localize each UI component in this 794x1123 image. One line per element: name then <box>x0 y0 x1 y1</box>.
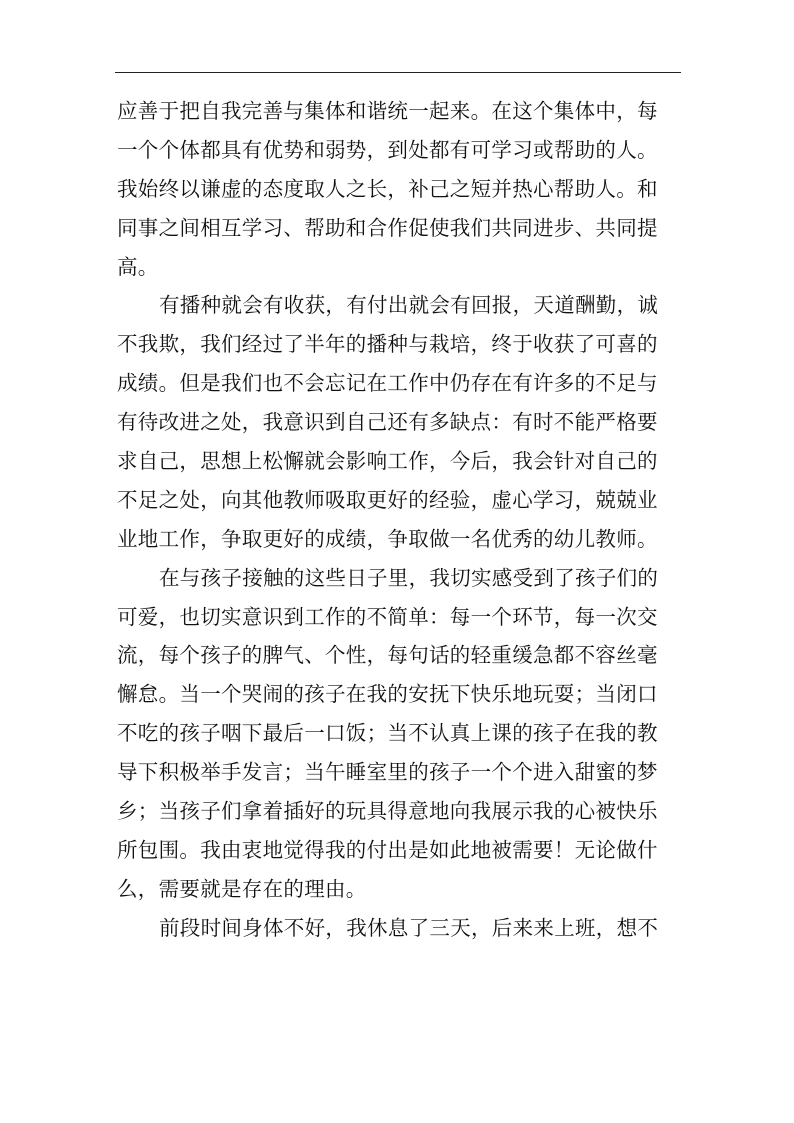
text-line: 我始终以谦虚的态度取人之长，补己之短并热心帮助人。和 <box>117 176 658 201</box>
text-line: 高。 <box>117 254 159 279</box>
text-line: 懈怠。当一个哭闹的孩子在我的安抚下快乐地玩耍；当闭口 <box>117 682 658 707</box>
text-line: 么，需要就是存在的理由。 <box>117 876 367 901</box>
text-line: 应善于把自我完善与集体和谐统一起来。在这个集体中，每 <box>117 99 658 123</box>
paragraph-1 <box>117 92 677 286</box>
text-line: 不我欺，我们经过了半年的播种与栽培，终于收获了可喜的 <box>117 332 658 357</box>
text-line: 所包围。我由衷地觉得我的付出是如此地被需要！无论做什 <box>117 837 658 862</box>
text-line: 不足之处，向其他教师吸取更好的经验，虚心学习，兢兢业 <box>117 487 658 512</box>
text-line: 导下积极举手发言；当午睡室里的孩子一个个进入甜蜜的梦 <box>117 760 658 785</box>
header-rule <box>115 72 681 73</box>
text-line: 不吃的孩子咽下最后一口饭；当不认真上课的孩子在我的教 <box>117 721 658 746</box>
text-line: 有待改进之处，我意识到自己还有多缺点：有时不能严格要 <box>117 410 658 435</box>
text-line: 可爱，也切实意识到工作的不简单：每一个环节，每一次交 <box>117 604 658 629</box>
text-line: 业地工作，争取更好的成绩，争取做一名优秀的幼儿教师。 <box>117 526 658 551</box>
text-line-first: 前段时间身体不好，我休息了三天，后来来上班，想不 <box>159 915 659 940</box>
paragraph-2 <box>117 286 677 558</box>
text-line: 求自己，思想上松懈就会影响工作，今后，我会针对自己的 <box>117 449 658 474</box>
text-line: 一个个体都具有优势和弱势，到处都有可学习或帮助的人。 <box>117 137 658 162</box>
text-line: 同事之间相互学习、帮助和合作促使我们共同进步、共同提 <box>117 215 658 240</box>
paragraph-4 <box>117 909 677 948</box>
text-line-first: 在与孩子接触的这些日子里，我切实感受到了孩子们的 <box>159 565 659 590</box>
text-line-first: 有播种就会有收获，有付出就会有回报，天道酬勤，诚 <box>159 293 659 318</box>
text-line: 乡；当孩子们拿着插好的玩具得意地向我展示我的心被快乐 <box>117 799 658 824</box>
text-line: 流，每个孩子的脾气、个性，每句话的轻重缓急都不容丝毫 <box>117 643 658 668</box>
text-line: 成绩。但是我们也不会忘记在工作中仍存在有许多的不足与 <box>117 371 658 396</box>
document-body <box>117 92 677 948</box>
paragraph-3 <box>117 559 677 909</box>
